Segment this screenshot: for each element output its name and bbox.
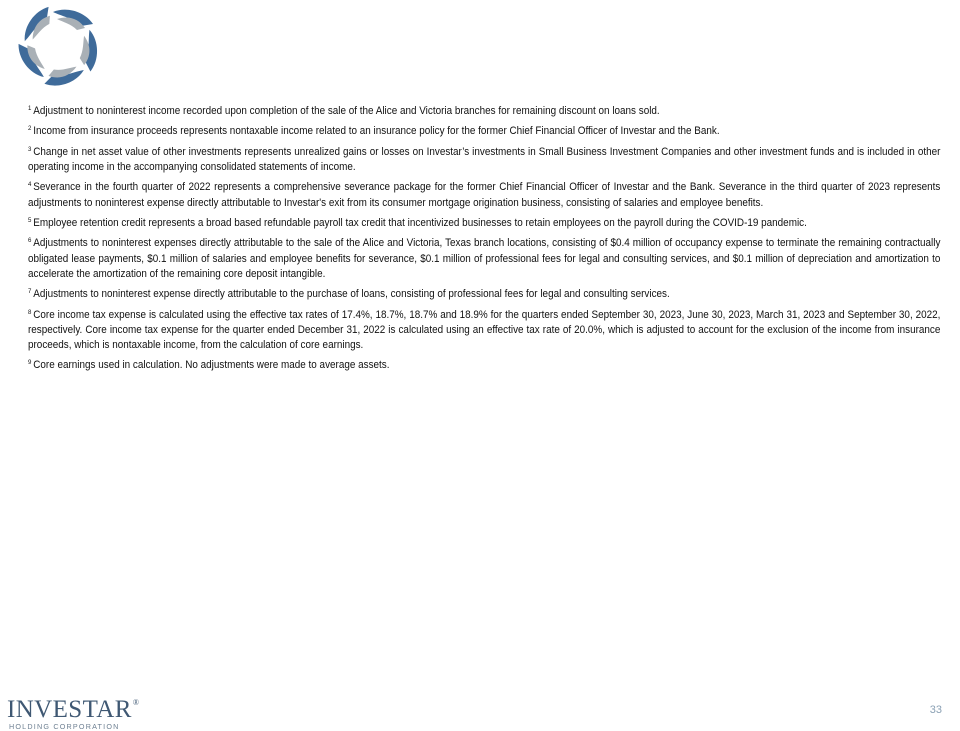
footnote-1 [28, 101, 940, 119]
brand-subtitle: HOLDING CORPORATION [9, 722, 120, 731]
footnote-number: 5 [28, 216, 32, 224]
footnote-7 [28, 284, 940, 302]
footnote-text: Employee retention credit represents a broad based refundable payroll tax credit that incentivized businesses to retain employees on the payroll during the COVID-19 pandemic. [33, 216, 807, 229]
footnote-number: 3 [28, 145, 32, 153]
footnotes [28, 101, 940, 376]
footnote-text: Adjustments to noninterest expense directly attributable to the purchase of loans, consisting of professional fees for legal and consulting services. [33, 288, 670, 301]
footnote-text: Core earnings used in calculation. No adjustments were made to average assets. [33, 359, 390, 372]
footnote-8 [28, 305, 940, 354]
footnote-number: 8 [28, 308, 32, 316]
footnote-2 [28, 121, 940, 139]
footnote-number: 6 [28, 237, 32, 245]
footnote-text: Core income tax expense is calculated using the effective tax rates of 17.4%, 18.7%, 18.7% and 18.9% for the quarters ended September 30, 2023, June 30, 2023, March 31, 2023 and September 30, 2022, respectively. Core income tax expense for the quarter ended December 31, 2022 is calculated using an effective tax rate of 20.0%, which is adjusted to account for the exclusion of the income from insurance proceeds, which is nontaxable income, from the calculation of core earnings. [28, 308, 941, 351]
footnote-text: Change in net asset value of other investments represents unrealized gains or losses on Investar’s investments in Small Business Investment Companies and other investment funds and is included in other operating income in the accompanying consolidated statements of income. [28, 145, 941, 173]
page-number: 33 [929, 704, 942, 716]
footnote-number: 9 [28, 359, 32, 367]
footnote-text: Adjustment to noninterest income recorded upon completion of the sale of the Alice and Victoria branches for remaining discount on loans sold. [33, 105, 660, 117]
footnote-number: 2 [28, 125, 32, 133]
footnote-text: Income from insurance proceeds represents nontaxable income related to an insurance policy for the former Chief Financial Officer of Investar and the Bank. [33, 125, 720, 138]
footnote-text: Severance in the fourth quarter of 2022 represents a comprehensive severance package for the former Chief Financial Officer of Investar and the Bank. Severance in the third quarter of 2023 represents adjustments to noninterest expense directly attributable to Investar's exit from its consumer mortgage origination business, consisting of salaries and employee benefits. [28, 181, 941, 209]
footnote-4 [28, 177, 940, 210]
brand-name [7, 691, 139, 722]
investar-star-logo-icon [8, 4, 110, 88]
footnote-number: 1 [28, 105, 32, 112]
footnote-text: Adjustments to noninterest expenses directly attributable to the sale of the Alice and Victoria, Texas branch locations, consisting of $0.4 million of occupancy expense to terminate the remaining contractually obligated lease payments, $0.1 million of salaries and employee benefits for severance, $0.1 million of professional fees for legal and consulting services, and $0.1 million of depreciation and amortization to accelerate the amortization of the remaining core deposit intangible. [28, 237, 941, 280]
footnote-9 [28, 355, 940, 373]
footnote-5 [28, 213, 940, 231]
footnote-number: 4 [28, 181, 32, 189]
registered-mark: ® [132, 698, 140, 707]
footnote-number: 7 [28, 288, 32, 296]
footnote-6 [28, 233, 940, 282]
brand-name-text: INVESTAR [7, 696, 132, 723]
investar-brand-logo [7, 691, 139, 731]
footnote-3 [28, 142, 940, 175]
